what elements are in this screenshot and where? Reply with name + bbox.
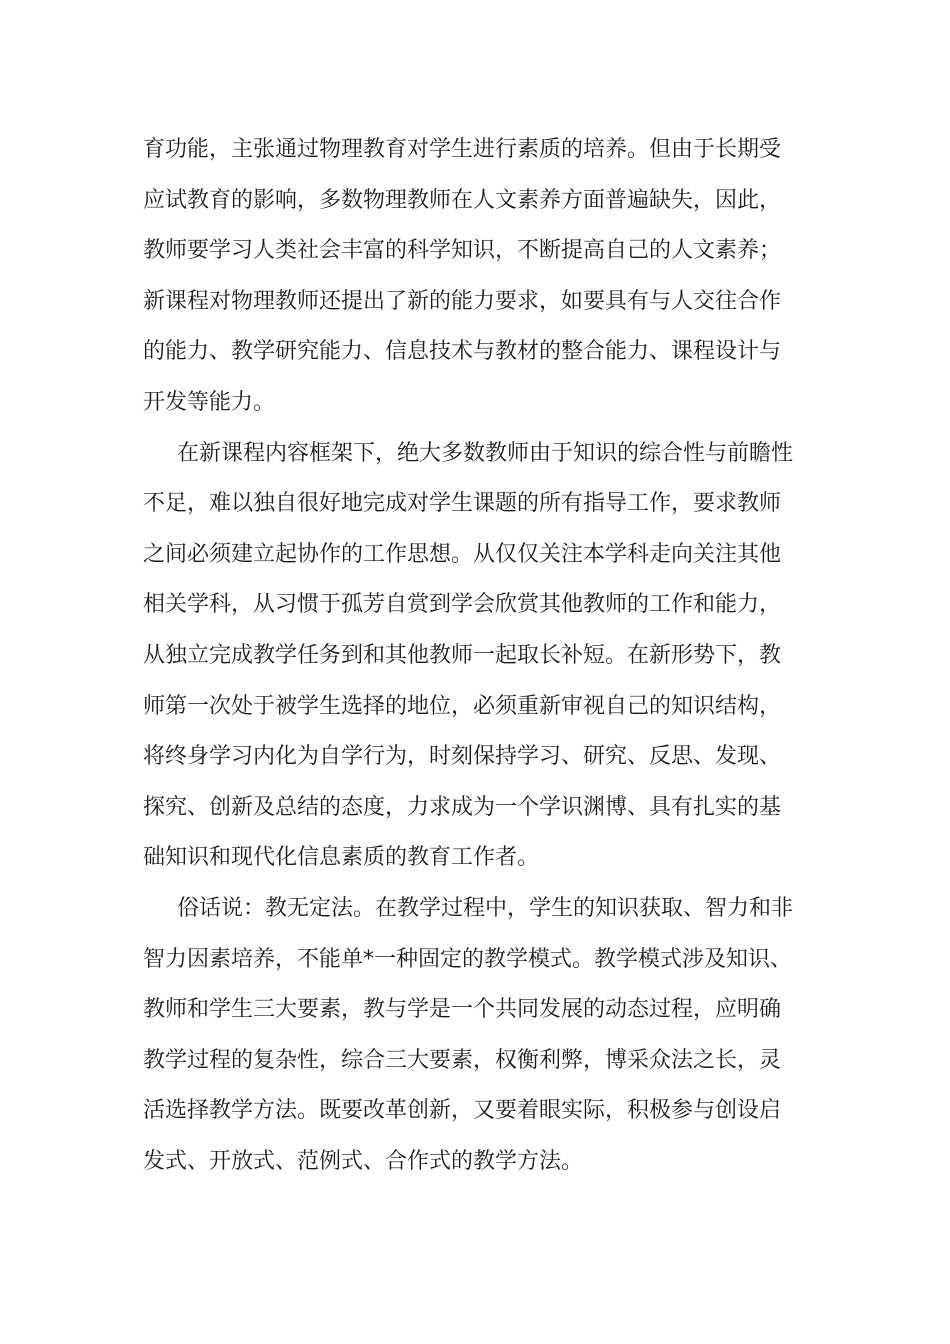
document-body xyxy=(143,128,805,1190)
paragraph-3 xyxy=(143,887,805,1191)
text-line: 从独立完成教学任务到和其他教师一起取长补短。在新形势下，教 xyxy=(143,642,782,668)
text-line: 教学过程的复杂性，综合三大要素，权衡利弊，博采众法之长，灵 xyxy=(143,1047,782,1073)
text-line: 应试教育的影响，多数物理教师在人文素养方面普遍缺失，因此， xyxy=(143,187,782,213)
text-line: 师第一次处于被学生选择的地位，必须重新审视自己的知识结构， xyxy=(143,693,782,719)
text-line: 将终身学习内化为自学行为，时刻保持学习、研究、反思、发现、 xyxy=(143,744,782,770)
text-line: 础知识和现代化信息素质的教育工作者。 xyxy=(143,845,540,871)
text-line: 智力因素培养，不能单*一种固定的教学模式。教学模式涉及知识、 xyxy=(143,946,793,972)
text-line: 探究、创新及总结的态度，力求成为一个学识渊博、具有扎实的基 xyxy=(143,794,782,820)
text-line-indented: 俗话说：教无定法。在教学过程中，学生的知识获取、智力和非 xyxy=(177,895,794,921)
text-line: 相关学科，从习惯于孤芳自赏到学会欣赏其他教师的工作和能力， xyxy=(143,592,782,618)
text-line: 教师要学习人类社会丰富的科学知识，不断提高自己的人文素养； xyxy=(143,238,782,264)
text-line-indented: 在新课程内容框架下，绝大多数教师由于知识的综合性与前瞻性 xyxy=(177,440,794,466)
paragraph-2 xyxy=(143,432,805,887)
text-line: 之间必须建立起协作的工作思想。从仅仅关注本学科走向关注其他 xyxy=(143,541,782,567)
text-line: 开发等能力。 xyxy=(143,389,276,415)
text-line: 的能力、教学研究能力、信息技术与教材的整合能力、课程设计与 xyxy=(143,339,782,365)
text-line: 不足，难以独自很好地完成对学生课题的所有指导工作，要求教师 xyxy=(143,491,782,517)
text-line: 育功能，主张通过物理教育对学生进行素质的培养。但由于长期受 xyxy=(143,137,782,162)
text-line: 活选择教学方法。既要改革创新，又要着眼实际，积极参与创设启 xyxy=(143,1098,782,1124)
text-line: 教师和学生三大要素，教与学是一个共同发展的动态过程，应明确 xyxy=(143,997,782,1023)
text-line: 新课程对物理教师还提出了新的能力要求，如要具有与人交往合作 xyxy=(143,288,782,314)
text-line: 发式、开放式、范例式、合作式的教学方法。 xyxy=(143,1148,584,1174)
paragraph-1 xyxy=(143,128,805,432)
